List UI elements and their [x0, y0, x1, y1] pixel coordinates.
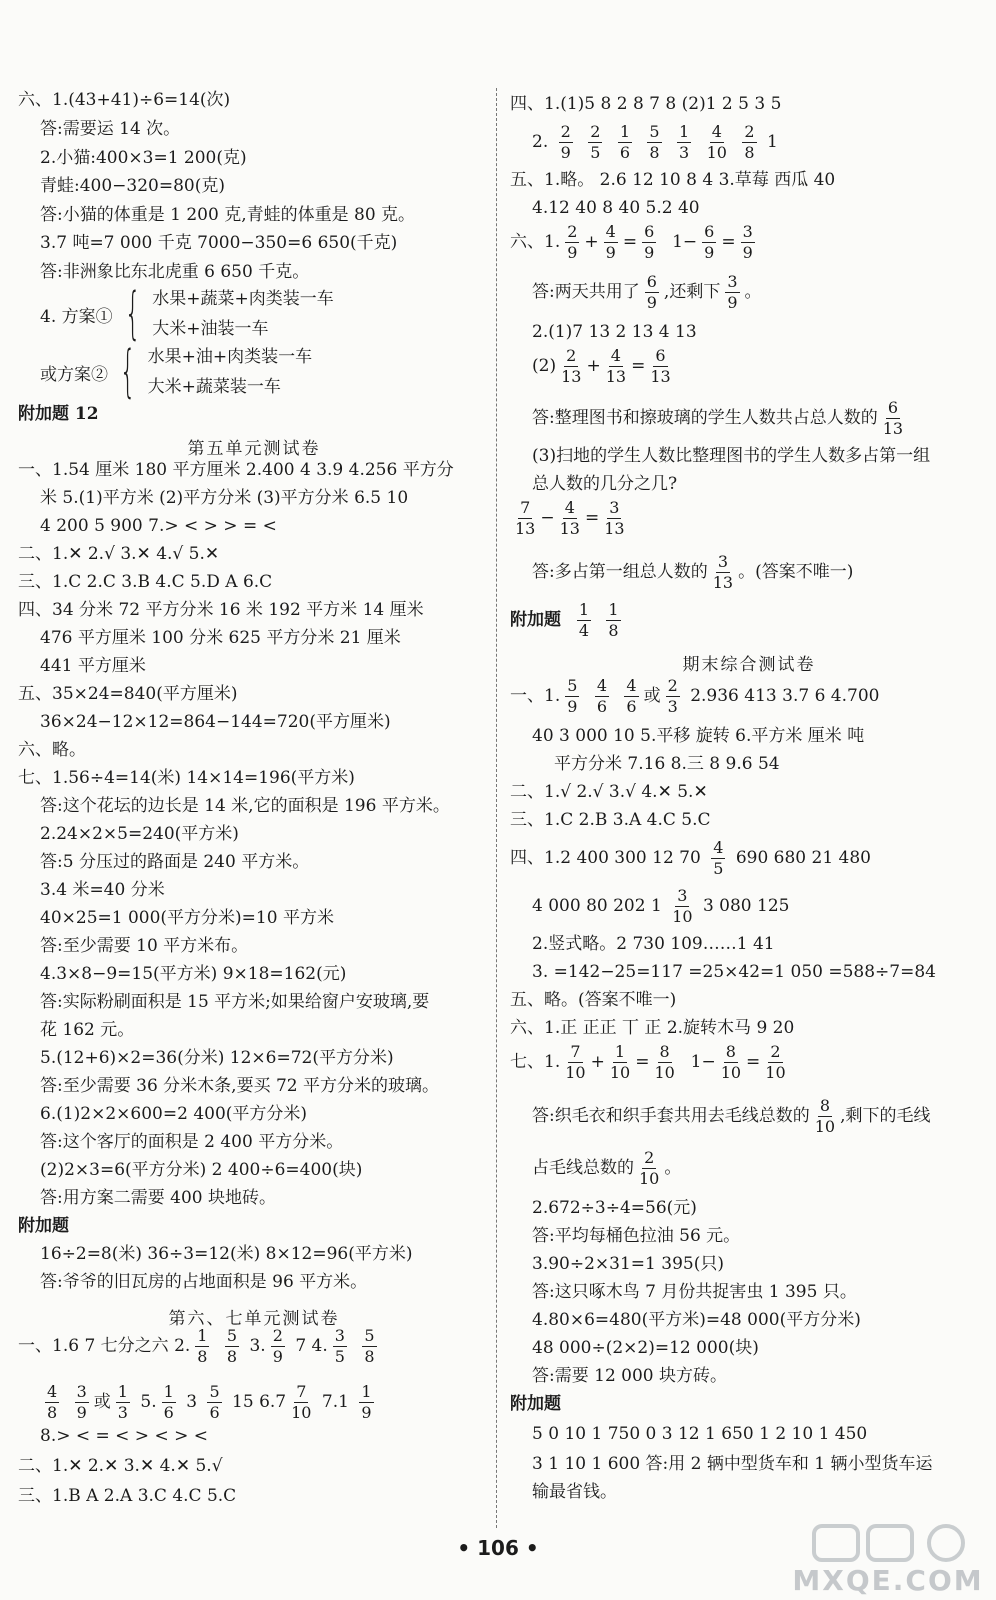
answer-line: [532, 400, 908, 437]
denominator: 6: [619, 143, 631, 162]
answer-line: [532, 1098, 931, 1135]
fraction: [707, 124, 727, 161]
numerator: 2: [667, 676, 678, 695]
text-segment: 答:整理图书和擦玻璃的学生人数共占总人数的: [532, 408, 878, 428]
fraction: [604, 224, 618, 261]
text-segment: 或: [93, 1392, 111, 1412]
fraction: [624, 678, 638, 715]
denominator: 3: [679, 143, 690, 162]
answer-line: 五、35×24=840(平方厘米): [18, 684, 238, 704]
plan-1-label: 4. 方案①: [40, 306, 113, 327]
fraction: [333, 1328, 347, 1365]
answer-line: 米 5.(1)平方米 (2)平方分米 (3)平方分米 6.5 10: [40, 488, 409, 508]
answer-line: 输最省钱。: [532, 1482, 617, 1502]
numerator: 1: [197, 1326, 208, 1345]
fraction: [647, 124, 661, 161]
numerator: 4: [596, 676, 608, 695]
numerator: 8: [819, 1096, 830, 1115]
denominator: 9: [361, 1403, 372, 1422]
answer-line: 答:需要运 14 次。: [40, 119, 181, 139]
answer-line: 答:平均每桶色拉油 56 元。: [532, 1226, 741, 1246]
text-segment: ,还剩下: [663, 282, 721, 302]
denominator: 6: [596, 697, 608, 716]
numerator: 4: [626, 676, 637, 695]
denominator: 10: [565, 1063, 586, 1082]
text-segment: 七、1.: [510, 1052, 561, 1072]
answer-line: $\frac{7}{13}$ − $\frac{4}{13}$ = $\frac{3}{13}$: [515, 498, 625, 538]
fraction: [75, 1384, 89, 1421]
numerator: 3: [334, 1326, 345, 1345]
answer-line: 五、1.略。 2.6 12 10 8 4 3.草莓 西瓜 40: [510, 170, 836, 190]
text-segment: 六、1.: [510, 232, 561, 252]
numerator: 6: [644, 222, 655, 241]
column-divider: [496, 88, 497, 1528]
denominator: 8: [226, 1347, 238, 1366]
fraction: [606, 348, 626, 385]
bonus-question: 附加题 12: [18, 404, 99, 424]
text-segment: 1−: [672, 232, 698, 252]
numerator: 3: [717, 552, 728, 571]
text-segment: 15 6.7: [232, 1392, 287, 1412]
denominator: 9: [727, 293, 738, 312]
text-segment: 5.: [140, 1392, 157, 1412]
denominator: 8: [744, 143, 755, 162]
fraction: [765, 1044, 785, 1081]
denominator: 9: [567, 697, 578, 716]
text-segment: 2.: [532, 132, 549, 152]
fraction: [666, 678, 680, 715]
fraction: [162, 1384, 176, 1421]
denominator: 9: [76, 1403, 87, 1422]
answer-line: 476 平方厘米 100 分米 625 平方分米 21 厘米: [40, 628, 401, 648]
answer-line: 答:5 分压过的路面是 240 平方米。: [40, 852, 310, 872]
numerator: 3: [609, 498, 620, 517]
denominator: 9: [272, 1347, 283, 1366]
answer-line: [510, 840, 871, 877]
numerator: 4: [605, 222, 616, 241]
denominator: 9: [704, 243, 715, 262]
numerator: 1: [608, 600, 619, 619]
numerator: 1: [117, 1382, 128, 1401]
answer-line: 答:需要 12 000 块方砖。: [532, 1366, 728, 1386]
answer-line: 答:这个花坛的边长是 14 米,它的面积是 196 平方米。: [40, 796, 450, 816]
numerator: 5: [209, 1382, 220, 1401]
answer-line: [40, 1384, 379, 1421]
answer-line: 六、略。: [18, 740, 86, 760]
answer-line: 6.(1)2×2×600=2 400(平方分米): [40, 1104, 308, 1124]
answer-line: [532, 1150, 681, 1187]
plan-1-group: [40, 281, 334, 346]
answer-line: 四、34 分米 72 平方分米 16 米 192 平方米 14 厘米: [18, 600, 424, 620]
plan-2-label: 或方案②: [40, 364, 108, 385]
text-segment: 1: [766, 132, 778, 152]
text-segment: 1−: [690, 1052, 716, 1072]
answer-line: 48 000÷(2×2)=12 000(块): [532, 1338, 759, 1358]
denominator: 9: [644, 243, 655, 262]
fraction: [610, 1044, 630, 1081]
fraction: [883, 400, 903, 437]
denominator: 10: [706, 143, 727, 162]
bonus-label: 附加题: [510, 610, 561, 630]
answer-line: 五、略。(答案不唯一): [510, 990, 677, 1010]
watermark-logo: [788, 1522, 988, 1596]
answer-line: 5 0 10 1 750 0 3 12 1 650 1 2 10 1 450: [532, 1424, 868, 1444]
answer-line: 答:爷爷的旧瓦房的占地面积是 96 平方米。: [40, 1272, 368, 1292]
text-segment: 7 4.: [295, 1336, 328, 1356]
numerator: 4: [713, 838, 724, 857]
text-segment: (2): [532, 356, 557, 376]
denominator: 13: [882, 419, 904, 438]
numerator: 3: [76, 1382, 87, 1401]
fraction: [815, 1098, 835, 1135]
denominator: 4: [578, 621, 589, 640]
numerator: 7: [570, 1042, 581, 1061]
plan-1-line-a: 水果+蔬菜+肉类装一车: [152, 289, 334, 309]
answer-line: 一、1.54 厘米 180 平方厘米 2.400 4 3.9 4.256 平方分: [18, 460, 454, 480]
numerator: 6: [655, 346, 666, 365]
answer-line: (3)扫地的学生人数比整理图书的学生人数多占第一组: [532, 446, 931, 466]
text-segment: 。(答案不唯一): [738, 562, 854, 582]
numerator: 7: [296, 1382, 307, 1401]
numerator: 5: [364, 1326, 375, 1345]
fraction: [359, 1384, 373, 1421]
denominator: 13: [712, 573, 734, 592]
denominator: 5: [713, 859, 724, 878]
fraction: [702, 224, 716, 261]
bonus-question: [510, 602, 626, 639]
fraction: [595, 678, 609, 715]
text-segment: 2.936 413 3.7 6 4.700: [690, 686, 880, 706]
fraction: [225, 1328, 239, 1365]
answer-line: 2.(1)7 13 2 13 4 13: [532, 322, 697, 342]
denominator: 10: [672, 907, 693, 926]
text-segment: 或: [643, 686, 661, 706]
fraction: [677, 124, 691, 161]
numerator: 1: [614, 1042, 626, 1061]
fraction: [618, 124, 632, 161]
plan-2-line-b: 大米+蔬菜装一车: [147, 377, 281, 397]
answer-line: 答:实际粉刷面积是 15 平方米;如果给窗户安玻璃,要: [40, 992, 430, 1012]
text-segment: ,剩下的毛线: [840, 1106, 931, 1126]
answer-line: 答:非洲象比东北虎重 6 650 千克。: [40, 262, 310, 282]
fraction: [565, 1044, 585, 1081]
fraction: [654, 1044, 674, 1081]
denominator: 8: [47, 1403, 58, 1422]
denominator: 10: [654, 1063, 675, 1082]
answer-line: 青蛙:400−320=80(克): [40, 176, 226, 196]
answer-line: 4.12 40 8 40 5.2 40: [532, 198, 700, 218]
numerator: 4: [47, 1382, 58, 1401]
answer-line: 答:这个客厅的面积是 2 400 平方分米。: [40, 1132, 344, 1152]
answer-line: 16÷2=8(米) 36÷3=12(米) 8×12=96(平方米): [40, 1244, 413, 1264]
numerator: 7: [520, 498, 531, 517]
answer-line: [532, 888, 789, 925]
numerator: 2: [566, 346, 577, 365]
fraction: [577, 602, 591, 639]
denominator: 6: [209, 1403, 220, 1422]
fraction: [721, 1044, 741, 1081]
fraction: [650, 348, 670, 385]
denominator: 3: [117, 1403, 128, 1422]
answer-line: 二、1.√ 2.√ 3.√ 4.✕ 5.✕: [510, 782, 708, 802]
section-title: 期末综合测试卷: [682, 655, 816, 675]
fraction: [561, 348, 581, 385]
denominator: 9: [605, 243, 616, 262]
numerator: 1: [578, 600, 589, 619]
denominator: 13: [559, 519, 580, 538]
answer-line: 七、1.56÷4=14(米) 14×14=196(平方米): [18, 768, 355, 788]
text-segment: 四、1.2 400 300 12 70: [510, 848, 701, 868]
numerator: 8: [659, 1042, 670, 1061]
fraction: [45, 1384, 59, 1421]
text-segment: 3.: [249, 1336, 266, 1356]
brace-icon: {: [124, 281, 141, 346]
denominator: 13: [650, 367, 671, 386]
numerator: 2: [770, 1042, 781, 1061]
denominator: 13: [515, 519, 536, 538]
denominator: 13: [605, 367, 627, 386]
numerator: 1: [163, 1382, 174, 1401]
section-title: 第五单元测试卷: [187, 439, 321, 459]
answer-line: 2.24×2×5=240(平方米): [40, 824, 239, 844]
numerator: 6: [704, 222, 715, 241]
answer-line: 3. =142−25=117 =25×42=1 050 =588÷7=84: [532, 962, 936, 982]
answer-line: 3.4 米=40 分米: [40, 880, 165, 900]
fraction: [645, 274, 659, 311]
denominator: 9: [560, 143, 571, 162]
answer-line: 3 1 10 1 600 答:用 2 辆中型货车和 1 辆小型货车运: [532, 1454, 933, 1474]
numerator: 2: [560, 122, 571, 141]
numerator: 3: [727, 272, 738, 291]
fraction: [741, 224, 755, 261]
text-segment: 4 000 80 202 1: [532, 896, 662, 916]
answer-line: 4.3×8−9=15(平方米) 9×18=162(元): [40, 964, 347, 984]
numerator: 6: [887, 398, 898, 417]
denominator: 5: [334, 1347, 345, 1366]
denominator: 9: [646, 293, 657, 312]
numerator: 1: [679, 122, 690, 141]
fraction: [207, 1384, 221, 1421]
answer-line: [510, 678, 879, 715]
fraction: [291, 1384, 311, 1421]
fraction: [672, 888, 692, 925]
numerator: 2: [744, 122, 755, 141]
answer-line: 六、1. $\frac{2}{9}$ + $\frac{4}{9}$ = $\frac{6}{9}$ 1− $\frac{6}{9}$ = $\frac{3}{9}$: [510, 222, 753, 262]
text-segment: 。: [744, 282, 762, 302]
answer-line: 3.7 吨=7 000 千克 7000−350=6 650(千克): [40, 233, 398, 253]
answer-line: 二、1.✕ 2.√ 3.✕ 4.√ 5.✕: [18, 544, 220, 564]
numerator: 6: [646, 272, 657, 291]
denominator: 10: [814, 1117, 836, 1136]
answer-line: (2) $\frac{2}{13}$ + $\frac{4}{13}$ = $\frac{6}{13}$: [532, 346, 671, 386]
fraction: [639, 1150, 659, 1187]
fraction: [362, 1328, 376, 1365]
answer-line: 四、1.(1)5 8 2 8 7 8 (2)1 2 5 3 5: [510, 94, 782, 114]
fraction: [515, 500, 535, 537]
numerator: 2: [644, 1148, 655, 1167]
text-segment: 3 080 125: [702, 896, 790, 916]
denominator: 9: [567, 243, 578, 262]
bonus-question: 附加题: [18, 1216, 69, 1236]
numerator: 3: [742, 222, 753, 241]
denominator: 3: [667, 697, 678, 716]
answer-line: 七、1. $\frac{7}{10}$ + $\frac{1}{10}$ = $\frac{8}{10}$ 1− $\frac{8}{10}$ = $\frac{2}{10}$: [510, 1042, 786, 1082]
text-segment: 答:两天共用了: [532, 282, 640, 302]
denominator: 6: [163, 1403, 174, 1422]
answer-line: 2.小猫:400×3=1 200(克): [40, 148, 247, 168]
fraction: [711, 840, 725, 877]
answer-line: 六、1.正 正正 丅 正 2.旋转木马 9 20: [510, 1018, 795, 1038]
text-segment: 占毛线总数的: [532, 1158, 634, 1178]
denominator: 10: [765, 1063, 786, 1082]
denominator: 5: [590, 143, 601, 162]
numerator: 2: [590, 122, 601, 141]
fraction: [195, 1328, 209, 1365]
text-segment: 690 680 21 480: [735, 848, 871, 868]
answer-line: [532, 274, 762, 311]
denominator: 10: [291, 1403, 312, 1422]
answer-line: 三、1.B A 2.A 3.C 4.C 5.C: [18, 1486, 237, 1506]
answer-line: 答:至少需要 36 分米木条,要买 72 平方分米的玻璃。: [40, 1076, 440, 1096]
answer-line: 2.672÷3÷4=56(元): [532, 1198, 697, 1218]
numerator: 5: [226, 1326, 238, 1345]
answer-line: 二、1.✕ 2.✕ 3.✕ 4.✕ 5.√: [18, 1456, 223, 1476]
fraction: [559, 124, 573, 161]
numerator: 3: [677, 886, 688, 905]
text-segment: 一、1.: [510, 686, 561, 706]
fraction: [725, 274, 739, 311]
answer-line: 答:这只啄木鸟 7 月份共捉害虫 1 395 只。: [532, 1282, 857, 1302]
fraction: [565, 678, 579, 715]
answer-line: 答:至少需要 10 平方米布。: [40, 936, 249, 956]
numerator: 5: [649, 122, 660, 141]
answer-line: 5.(12+6)×2=36(分米) 12×6=72(平方分米): [40, 1048, 394, 1068]
fraction: [642, 224, 656, 261]
denominator: 13: [604, 519, 625, 538]
answer-line: 花 162 元。: [40, 1020, 135, 1040]
answer-line: 2.竖式略。2 730 109……1 41: [532, 934, 775, 954]
watermark-text: MXQE.COM: [792, 1564, 984, 1596]
text-segment: 7.1: [321, 1392, 349, 1412]
numerator: 4: [711, 122, 722, 141]
answer-line: 4.80×6=480(平方米)=48 000(平方分米): [532, 1310, 861, 1330]
text-segment: 3: [186, 1392, 198, 1412]
numerator: 2: [567, 222, 578, 241]
fraction: [742, 124, 756, 161]
bonus-question: 附加题: [510, 1394, 561, 1414]
text-segment: 答:多占第一组总人数的: [532, 562, 708, 582]
fraction: [604, 500, 624, 537]
denominator: 10: [609, 1063, 631, 1082]
page-number: • 106 •: [457, 1536, 539, 1560]
answer-line: 40 3 000 10 5.平移 旋转 6.平方米 厘米 吨: [532, 726, 865, 746]
answer-line: 答:用方案二需要 400 块地砖。: [40, 1188, 276, 1208]
answer-line: 总人数的几分之几?: [532, 474, 678, 494]
answer-line: 三、1.C 2.B 3.A 4.C 5.C: [510, 810, 711, 830]
fraction: [116, 1384, 130, 1421]
denominator: 9: [742, 243, 753, 262]
answer-line: 平方分米 7.16 8.三 8 9.6 54: [554, 754, 780, 774]
denominator: 8: [364, 1347, 375, 1366]
numerator: 8: [725, 1042, 736, 1061]
text-segment: 一、1.6 7 七分之六 2.: [18, 1336, 191, 1356]
text-segment: 。: [664, 1158, 682, 1178]
answer-line: 441 平方厘米: [40, 656, 146, 676]
plan-2-line-a: 水果+油+肉类装一车: [147, 347, 313, 367]
answer-line: 六、1.(43+41)÷6=14(次): [18, 90, 231, 110]
denominator: 6: [626, 697, 637, 716]
plan-1-line-b: 大米+油装一车: [152, 319, 269, 339]
answer-line: 4 200 5 900 7.> < > > = <: [40, 516, 277, 536]
fraction: [565, 224, 579, 261]
denominator: 8: [197, 1347, 208, 1366]
numerator: 5: [567, 676, 578, 695]
answer-line: 答:小猫的体重是 1 200 克,青蛙的体重是 80 克。: [40, 205, 416, 225]
answer-line: 三、1.C 2.C 3.B 4.C 5.D A 6.C: [18, 572, 273, 592]
answer-line: [532, 554, 853, 591]
watermark-mark: [814, 1526, 963, 1560]
numerator: 4: [610, 346, 621, 365]
numerator: 1: [361, 1382, 372, 1401]
fraction: [271, 1328, 285, 1365]
answer-line: 40×25=1 000(平方分米)=10 平方米: [40, 908, 334, 928]
numerator: 2: [272, 1326, 283, 1345]
denominator: 10: [639, 1169, 660, 1188]
answer-line: 8.> < = < > < > <: [40, 1426, 208, 1446]
answer-line: (2)2×3=6(平方分米) 2 400÷6=400(块): [40, 1160, 363, 1180]
numerator: 1: [619, 122, 631, 141]
answer-line: [532, 124, 778, 161]
numerator: 4: [564, 498, 575, 517]
text-segment: 答:织毛衣和织手套共用去毛线总数的: [532, 1106, 810, 1126]
fraction: [713, 554, 733, 591]
answer-line: 3.90÷2×31=1 395(只): [532, 1254, 724, 1274]
denominator: 8: [608, 621, 619, 640]
fraction: [588, 124, 602, 161]
denominator: 8: [649, 143, 660, 162]
answer-line: [18, 1328, 382, 1365]
fraction: [560, 500, 580, 537]
plan-2-group: [40, 339, 313, 404]
answer-line: 36×24−12×12=864−144=720(平方厘米): [40, 712, 391, 732]
denominator: 10: [720, 1063, 742, 1082]
section-title: 第六、七单元测试卷: [168, 1309, 340, 1329]
denominator: 13: [561, 367, 582, 386]
fraction: [606, 602, 620, 639]
brace-icon: {: [119, 339, 136, 404]
